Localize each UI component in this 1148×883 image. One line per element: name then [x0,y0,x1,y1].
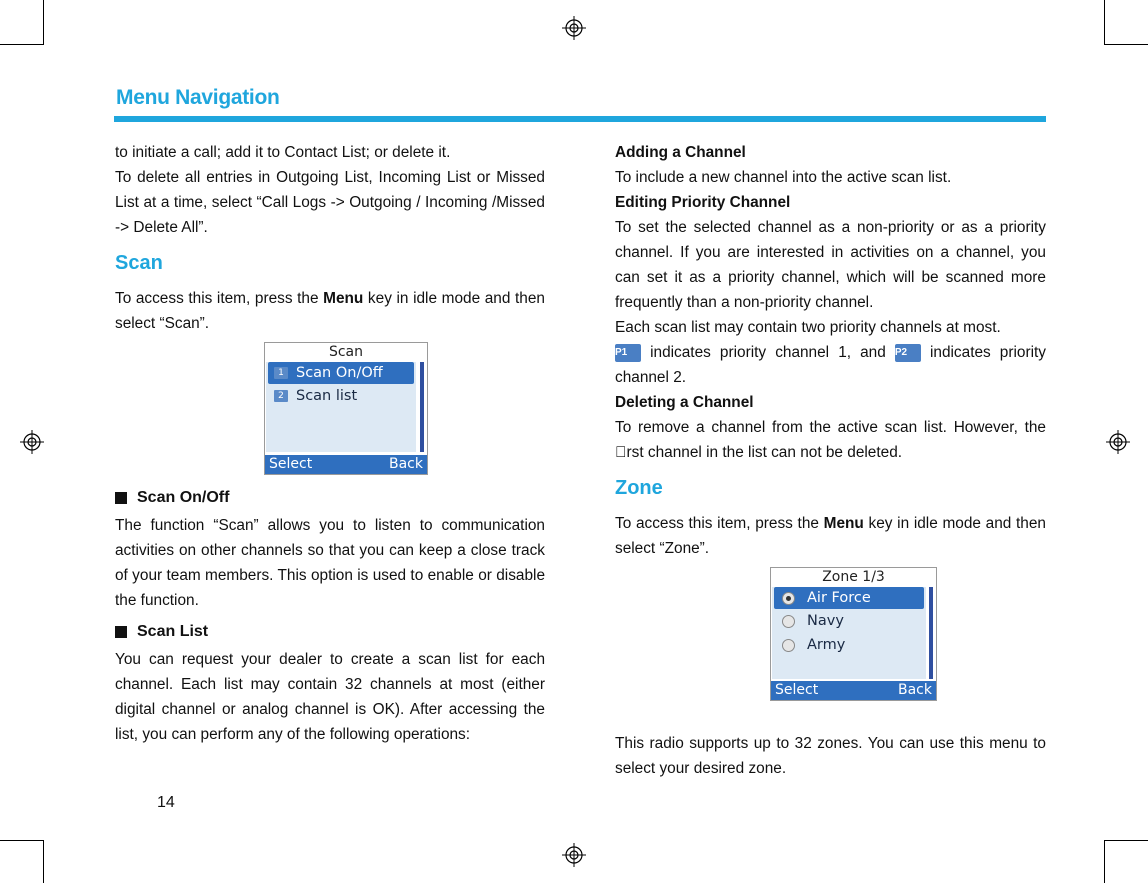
header-divider [114,116,1046,122]
registration-mark-icon [20,430,44,454]
item-number: 1 [274,367,288,379]
p1-icon: P1 [615,344,641,362]
list-item[interactable] [774,587,924,609]
bullet-square-icon [115,626,127,638]
priority-text: Each scan list may contain two priority channels at most. [615,319,1001,336]
registration-mark-icon [1106,430,1130,454]
priority-paragraph [615,315,1046,390]
scan-onoff-paragraph: The function “Scan” allows you to listen to communication activities on other channels so that you can keep a close track of your team members. This option is used to enable or disable the function. [115,517,545,609]
scan-list-paragraph: You can request your dealer to create a scan list for each channel. Each list may contain 32 channels at most (either digital channel or analog channel is OK). After accessing the list, you can perform any of the following operations: [115,651,545,743]
zone-heading: Zone [615,477,663,499]
priority-text: indicates priority channel 1, and [641,344,895,361]
list-item[interactable] [268,362,414,384]
scan-menu-screenshot [264,342,428,475]
crop-mark [1104,840,1105,883]
menu-key-label: Menu [323,290,364,307]
screen-title: Scan [328,344,364,360]
scan-onoff-title: Scan On/Off [137,489,230,506]
zone-menu-screenshot [770,567,937,701]
page-number: 14 [157,794,175,811]
scan-onoff-heading [115,483,545,513]
scan-list-heading [115,617,545,647]
adding-heading: Adding a Channel [615,144,746,161]
page-title: Menu Navigation [116,86,280,109]
crop-mark [0,840,44,841]
p2-icon: P2 [895,344,921,362]
delete-all-paragraph: To delete all entries in Outgoing List, Incoming List or Missed List at a time, select “Call Logs -> Outgoing / Incoming /Missed -> Delete All”. [115,169,545,236]
editing-paragraph: To set the selected channel as a non-priority or as a priority channel. If you are interested in activities on a channel, you can set it as a priority channel, which will be scanned more frequently than a non-priority channel. [615,219,1046,311]
priority-text: indicates priority channel 2. [615,344,1046,386]
back-softkey[interactable]: Back [389,456,423,472]
list-item[interactable] [774,610,924,632]
scan-access-text: To access this item, press the [115,290,324,307]
radio-icon [782,639,795,652]
crop-mark [43,840,44,883]
scan-access-paragraph [115,286,545,336]
registration-mark-icon [562,843,586,867]
screen-list [266,362,416,452]
menu-key-label: Menu [823,515,864,532]
left-column [115,140,545,747]
zone-access-paragraph [615,511,1046,561]
radio-selected-icon [782,592,795,605]
adding-paragraph: To include a new channel into the active scan list. [615,169,952,186]
scan-heading: Scan [115,252,163,274]
call-log-continuation: to initiate a call; add it to Contact List; or delete it. [115,144,451,161]
screen-list [772,587,926,679]
item-label: Navy [807,613,844,629]
zone-paragraph: This radio supports up to 32 zones. You can use this menu to select your desired zone. [615,735,1046,777]
softkey-bar [265,455,427,474]
item-label: Air Force [807,590,871,606]
scrollbar [420,362,424,452]
crop-mark [0,44,44,45]
list-item[interactable] [774,634,924,656]
scan-access-text-end: key in idle mode and then select “Scan”. [115,290,545,332]
registration-mark-icon [562,16,586,40]
scan-list-title: Scan List [137,623,209,640]
item-number: 2 [274,390,288,402]
select-softkey[interactable]: Select [775,682,819,698]
crop-mark [1104,44,1148,45]
deleting-heading: Deleting a Channel [615,394,754,411]
bullet-square-icon [115,492,127,504]
crop-mark [1104,840,1148,841]
item-label: Army [807,637,846,653]
select-softkey[interactable]: Select [269,456,313,472]
editing-heading: Editing Priority Channel [615,194,791,211]
deleting-paragraph: To remove a channel from the active scan list. However, the  rst channel in the list can not be deleted. [615,419,1046,461]
zone-access-text: To access this item, press the [615,515,824,532]
item-label: Scan list [296,388,358,404]
item-label: Scan On/Off [296,365,383,381]
crop-mark [1104,0,1105,45]
screen-title: Zone 1/3 [822,569,885,585]
zone-access-text-end: key in idle mode and then select “Zone”. [615,515,1046,557]
list-item[interactable] [268,385,414,407]
scrollbar [929,587,933,679]
crop-mark [43,0,44,45]
back-softkey[interactable]: Back [898,682,932,698]
softkey-bar [771,681,936,700]
radio-icon [782,615,795,628]
right-column [615,140,1046,781]
